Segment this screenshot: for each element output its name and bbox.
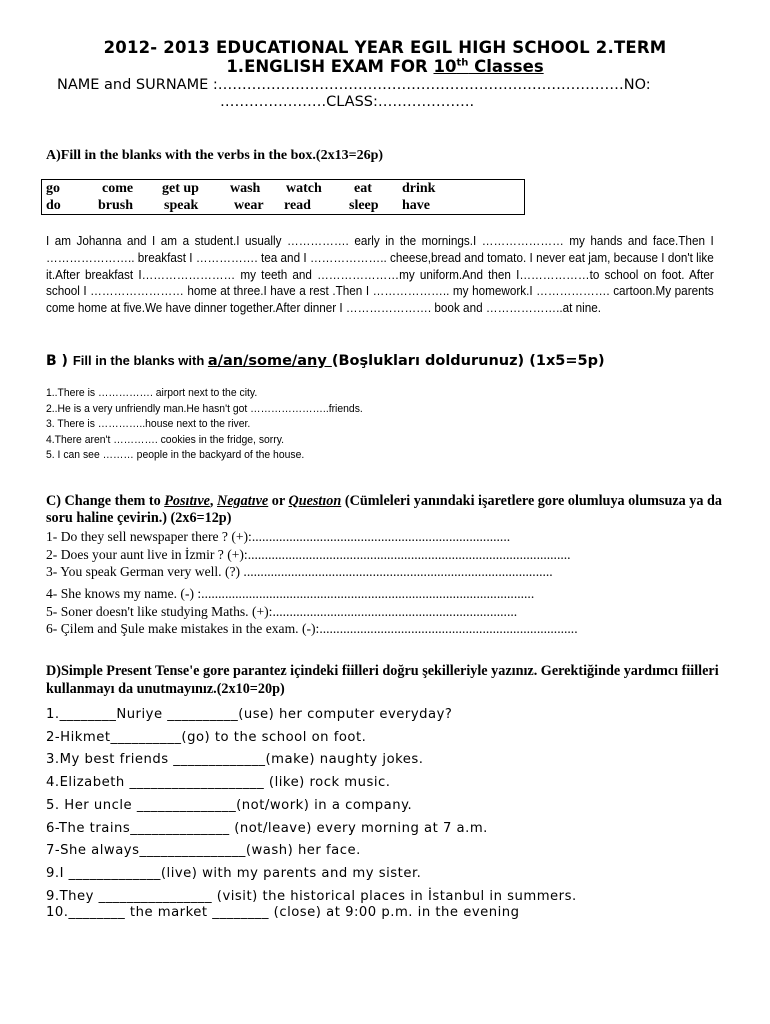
verb-word: read: [284, 198, 311, 213]
grade-label: 10th Classes: [433, 57, 544, 76]
list-item[interactable]: 1- Do they sell newspaper there ? (+):............................................................................: [46, 529, 511, 544]
list-item[interactable]: 2- Does your aunt live in İzmir ? (+):...............................................................................................: [46, 546, 571, 562]
section-a-paragraph[interactable]: I am Johanna and I am a student.I usually ……………. early in the mornings.I ………………… my hands and face.Then I ………………….. breakfast I ……………. tea and I ……………….. cheese,bread and tomato. I never eat jam, because I don't like it.After breakfast I…………………… my teeth and …………………my uniform.And then I………………to school on foot. After school I …………………… home at three.I have a rest .Then I ……………….. my homework.I ………………. cartoon.My parents come home at five.We have dinner together.After dinner I …………………. book and ………………..at nine.: [46, 234, 714, 316]
section-a-heading: A)Fill in the blanks with the verbs in the box.(2x13=26p): [46, 148, 384, 163]
list-item[interactable]: 6- Çilem and Şule make mistakes in the exam. (-):............................................................................: [46, 621, 578, 636]
list-item[interactable]: 1.________Nuriye __________(use) her computer everyday?: [46, 707, 453, 722]
list-item[interactable]: 1..There is ……………. airport next to the city.: [46, 387, 258, 399]
verb-word: get up: [162, 181, 199, 196]
list-item[interactable]: 2-Hikmet__________(go) to the school on foot.: [46, 729, 367, 745]
verb-word: eat: [354, 181, 372, 196]
list-item[interactable]: 4.There aren't …………. cookies in the fridge, sorry.: [46, 433, 285, 446]
name-surname-field[interactable]: NAME and SURNAME :…………………………………………………………………………NO:: [57, 77, 651, 93]
section-c-list-2: [46, 585, 578, 638]
verb-word: watch: [286, 181, 322, 196]
exam-subtitle: [0, 57, 770, 76]
list-item[interactable]: 3. There is …………..house next to the river.: [46, 418, 251, 430]
list-item[interactable]: 5- Soner doesn't like studying Maths. (+):........................................................................: [46, 603, 518, 619]
exam-title: 2012- 2013 EDUCATIONAL YEAR EGIL HIGH SCHOOL 2.TERM: [103, 38, 667, 57]
list-item[interactable]: 3- You speak German very well. (?) ...........................................................................................: [46, 564, 553, 579]
section-d-heading: D)Simple Present Tense'e gore parantez içindeki fiilleri doğru şekilleriyle yazınız. Gerektiğinde yardımcı fiilleri kullanmayı da unutmayınız.(2x10=20p): [46, 663, 719, 697]
verb-word: wash: [230, 181, 261, 196]
verb-box: [41, 179, 525, 215]
verb-word: speak: [164, 198, 199, 213]
verb-word: go: [46, 181, 60, 196]
verb-word: brush: [98, 198, 134, 213]
list-item[interactable]: 9.They ________________ (visit) the historical places in İstanbul in summers.: [46, 888, 577, 904]
class-field[interactable]: ………………….CLASS:………………..: [220, 94, 475, 110]
verb-word: come: [102, 181, 134, 196]
list-item[interactable]: 6-The trains______________ (not/leave) every morning at 7 a.m.: [46, 820, 488, 836]
verb-word: do: [46, 198, 61, 213]
verb-word: wear: [234, 198, 264, 213]
section-d-list: [46, 704, 577, 925]
list-item[interactable]: 7-She always_______________(wash) her face.: [46, 843, 361, 859]
list-item[interactable]: 3.My best friends _____________(make) naughty jokes.: [46, 752, 424, 768]
list-item[interactable]: 10.________ the market ________ (close) at 9:00 p.m. in the evening: [46, 905, 520, 921]
list-item[interactable]: 2..He is a very unfriendly man.He hasn't got …………………..friends.: [46, 402, 363, 415]
verb-word: sleep: [349, 198, 379, 213]
verb-word: drink: [402, 181, 436, 196]
list-item[interactable]: 4- She knows my name. (-) :..................................................................................................: [46, 586, 535, 601]
section-c-list-1: [46, 528, 571, 581]
section-c-heading: C) Change them to Posıtıve, Negatıve or Questıon (Cümleleri yanındaki işaretlere gore olumluya olumsuza ya da soru haline çevirin.) (2x6=12p): [46, 493, 722, 526]
verb-word: have: [402, 198, 430, 213]
subtitle-text: 1.ENGLISH EXAM FOR: [226, 57, 434, 76]
list-item[interactable]: 4.Elizabeth ___________________ (like) rock music.: [46, 775, 391, 791]
article-words: a/an/some/any: [207, 353, 332, 369]
list-item[interactable]: 5. Her uncle ______________(not/work) in a company.: [46, 797, 413, 813]
list-item[interactable]: 9.I _____________(live) with my parents and my sister.: [46, 865, 422, 881]
section-b-list: [46, 386, 363, 464]
section-b-heading: B ) Fill in the blanks with a/an/some/any (Boşlukları doldurunuz) (1x5=5p): [46, 353, 605, 369]
list-item[interactable]: 5. I can see ……… people in the backyard of the house.: [46, 449, 305, 461]
